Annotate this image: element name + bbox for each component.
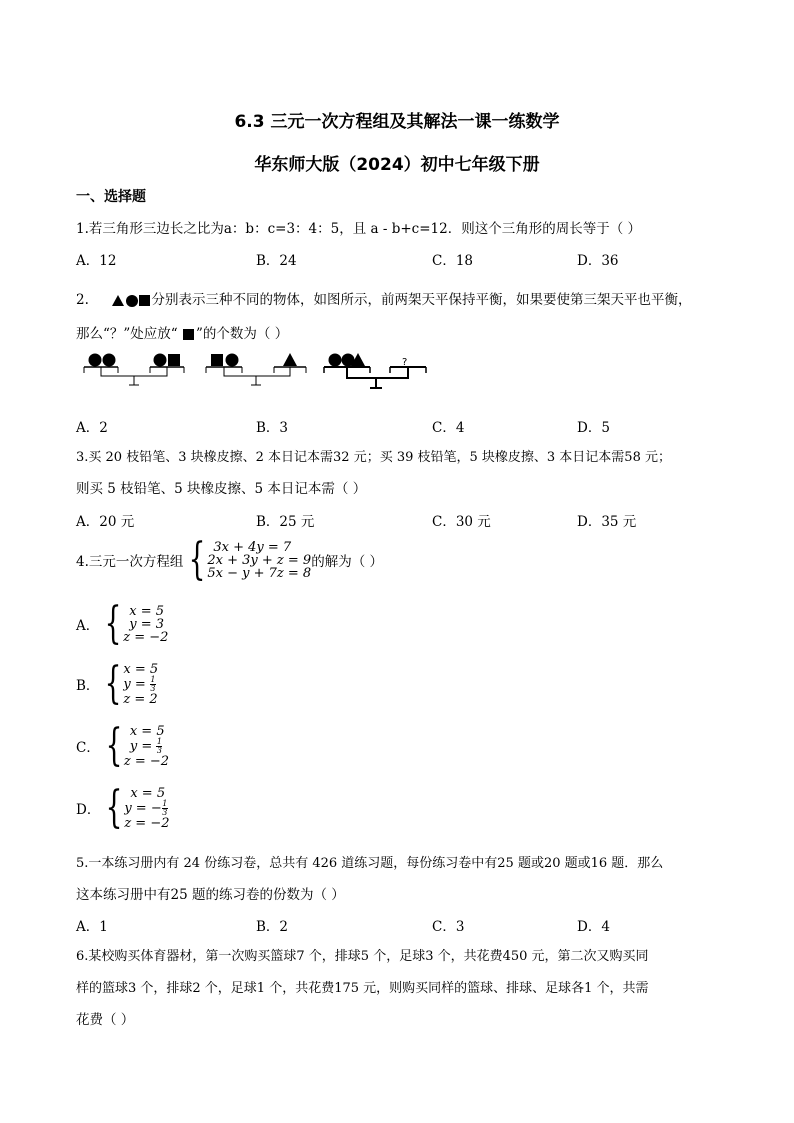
- document-title: 6.3 三元一次方程组及其解法一课一练数学: [234, 112, 560, 132]
- q1-option-d: D．36: [577, 253, 619, 269]
- q2-option-a: A．2: [76, 420, 108, 436]
- solution-x: x = 5: [129, 723, 165, 739]
- q4-option-b: [76, 658, 159, 709]
- square-icon: [182, 328, 196, 342]
- question-6-line2: 样的篮球3 个，排球2 个，足球1 个，共花费175 元，则购买同样的篮球、排球、足球各1 个，共需: [76, 981, 649, 996]
- balance-scale-2: [206, 353, 306, 385]
- left-brace: {: [188, 534, 206, 585]
- solution-x: x = 5: [129, 603, 165, 619]
- question-2-line1: [76, 288, 691, 308]
- equation-2: 2x + 3y + z = 9: [207, 552, 312, 568]
- solution-y: y = −: [124, 800, 162, 816]
- equation-3: 5x − y + 7z = 8: [207, 565, 312, 581]
- q3-option-a: A．20 元: [76, 514, 135, 530]
- question-3-line2: 则买 5 枝铅笔、5 块橡皮擦、5 本日记本需（ ）: [76, 481, 367, 497]
- q4-option-a-label: A．: [76, 618, 100, 634]
- solution-x: x = 5: [123, 661, 159, 677]
- q4-prefix: 4.三元一次方程组: [76, 554, 184, 570]
- balance-scale-3: [324, 353, 426, 388]
- q2-text-1: 分别表示三种不同的物体，如图所示，前两架天平保持平衡，如果要使第三架天平也平衡，: [151, 292, 692, 308]
- equation-1: 3x + 4y = 7: [213, 539, 292, 555]
- solution-y: y =: [129, 738, 157, 754]
- question-3-line1: 3.买 20 枝铅笔、3 块橡皮擦、2 本日记本需32 元；买 39 枝铅笔，5 块橡皮擦、3 本日记本需58 元；: [76, 450, 671, 465]
- balance-scales-figure: [80, 352, 430, 394]
- question-1-text: 1.若三角形三边长之比为a：b：c=3：4：5，且 a - b+c=12．则这个三角形的周长等于（ ）: [76, 221, 641, 237]
- solution-z: z = −2: [123, 629, 169, 645]
- balance-scale-1: [84, 354, 184, 386]
- q4-suffix: 的解为（ ）: [311, 554, 383, 570]
- q4-option-c: [76, 720, 170, 771]
- q3-option-c: C．30 元: [432, 514, 491, 530]
- q1-option-a: A．12: [76, 253, 117, 269]
- fraction-one-third: $\frac{1}{3}$: [156, 736, 162, 755]
- equation-system: [207, 541, 311, 580]
- fraction-one-third: $\frac{1}{3}$: [150, 674, 156, 693]
- q5-option-c: C．3: [432, 919, 465, 935]
- q4-option-c-label: C．: [76, 740, 100, 756]
- left-brace: {: [105, 782, 123, 833]
- q1-option-c: C．18: [432, 253, 474, 269]
- q5-option-a: A．1: [76, 919, 108, 935]
- left-brace: {: [105, 720, 123, 771]
- question-mark-label: ?: [402, 357, 408, 368]
- solution-z: z = 2: [123, 691, 158, 707]
- q4-option-b-label: B．: [76, 678, 100, 694]
- q2-option-c: C．4: [432, 420, 465, 436]
- solution-z: z = −2: [124, 815, 170, 831]
- q1-option-b: B．24: [256, 253, 297, 269]
- question-4-stem: [76, 534, 383, 585]
- question-2-line2: [76, 322, 288, 342]
- fraction-one-third: $\frac{1}{3}$: [162, 798, 168, 817]
- q2-text-2a: 那么“？”处应放“: [76, 326, 178, 342]
- question-6-line3: 花费（ ）: [76, 1012, 135, 1028]
- solution-y: y = 3: [129, 616, 165, 632]
- question-6-line1: 6.某校购买体育器材，第一次购买篮球7 个，排球5 个，足球3 个，共花费450 元，第二次又购买同: [76, 949, 649, 964]
- solution-y: y =: [123, 676, 150, 692]
- triangle-circle-square-icon: [111, 294, 151, 308]
- question-5-line2: 这本练习册中有25 题的练习卷的份数为（ ）: [76, 887, 345, 903]
- q2-option-d: D．5: [577, 420, 610, 436]
- q2-option-b: B．3: [256, 420, 289, 436]
- q4-option-d-label: D．: [76, 802, 101, 818]
- section-heading: 一、选择题: [76, 189, 146, 205]
- q5-option-b: B．2: [256, 919, 289, 935]
- left-brace: {: [105, 658, 122, 709]
- left-brace: {: [104, 598, 122, 649]
- q4-option-d: [76, 782, 170, 833]
- document-subtitle: 华东师大版（2024）初中七年级下册: [254, 155, 540, 175]
- question-5-line1: 5.一本练习册内有 24 份练习卷，总共有 426 道练习题，每份练习卷中有25 题或20 题或16 题．那么: [76, 856, 664, 871]
- q3-option-d: D．35 元: [577, 514, 637, 530]
- q3-option-b: B．25 元: [256, 514, 315, 530]
- q2-number: 2.: [76, 292, 89, 308]
- solution-z: z = −2: [123, 753, 170, 769]
- q4-option-a: [76, 598, 169, 649]
- q2-text-2b: ”的个数为（ ）: [196, 326, 289, 342]
- solution-x: x = 5: [130, 785, 166, 801]
- q5-option-d: D．4: [577, 919, 610, 935]
